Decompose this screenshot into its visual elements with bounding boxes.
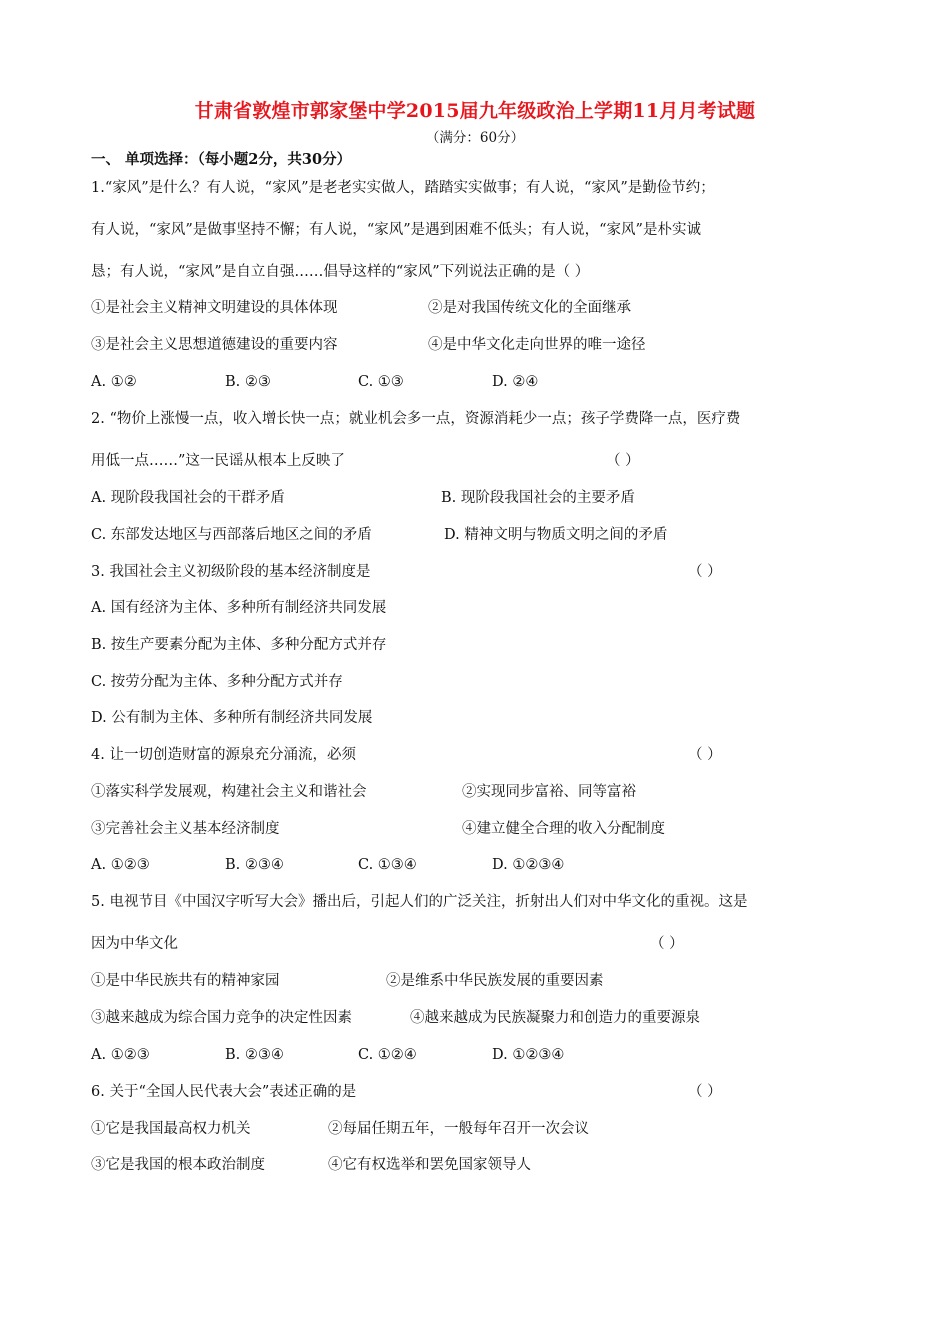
q6-option-4: ④它有权选举和罢免国家领导人 (328, 1157, 531, 1173)
q2-stem-line-1: 2. “物价上涨慢一点，收入增长快一点；就业机会多一点，资源消耗少一点；孩子学费降一点，医疗费 (91, 411, 741, 427)
q2-option-a: A. 现阶段我国社会的干群矛盾 (91, 490, 285, 506)
q5-choice-b: B. ②③④ (225, 1047, 284, 1063)
q4-option-1: ①落实科学发展观，构建社会主义和谐社会 (91, 784, 367, 800)
q5-choice-d: D. ①②③④ (492, 1047, 565, 1063)
q4-choice-b: B. ②③④ (225, 857, 284, 873)
section-heading: 一、 单项选择：（每小题2分，共30分） (91, 151, 352, 168)
q4-choice-a: A. ①②③ (91, 857, 150, 873)
q1-option-3: ③是社会主义思想道德建设的重要内容 (91, 337, 338, 353)
q1-choice-c: C. ①③ (358, 374, 404, 390)
q1-option-2: ②是对我国传统文化的全面继承 (428, 300, 631, 316)
q3-option-d: D. 公有制为主体、多种所有制经济共同发展 (91, 710, 373, 726)
q6-stem: 6. 关于“全国人民代表大会”表述正确的是 (91, 1084, 357, 1100)
q1-stem-line-1: 1.“家风”是什么？有人说，“家风”是老老实实做人，踏踏实实做事；有人说，“家风”是勤俭节约； (91, 180, 715, 196)
q1-stem-line-2: 有人说，“家风”是做事坚持不懈；有人说，“家风”是遇到困难不低头；有人说，“家风”是朴实诚 (91, 222, 701, 238)
q5-option-1: ①是中华民族共有的精神家园 (91, 973, 280, 989)
q2-stem-line-2: 用低一点……”这一民谣从根本上反映了 (91, 453, 345, 469)
q5-option-2: ②是维系中华民族发展的重要因素 (386, 973, 604, 989)
q4-choice-c: C. ①③④ (358, 857, 417, 873)
q2-option-b: B. 现阶段我国社会的主要矛盾 (441, 490, 635, 506)
q4-choice-d: D. ①②③④ (492, 857, 565, 873)
q5-stem-line-2: 因为中华文化 (91, 936, 178, 952)
q4-option-3: ③完善社会主义基本经济制度 (91, 821, 280, 837)
q2-option-c: C. 东部发达地区与西部落后地区之间的矛盾 (91, 527, 372, 543)
q4-option-4: ④建立健全合理的收入分配制度 (462, 821, 665, 837)
q4-answer-paren: （ ） (688, 747, 722, 763)
q6-answer-paren: （ ） (688, 1084, 722, 1100)
q5-option-3: ③越来越成为综合国力竞争的决定性因素 (91, 1010, 352, 1026)
q6-option-3: ③它是我国的根本政治制度 (91, 1157, 265, 1173)
q3-option-a: A. 国有经济为主体、多种所有制经济共同发展 (91, 600, 387, 616)
q2-option-d: D. 精神文明与物质文明之间的矛盾 (444, 527, 668, 543)
q3-answer-paren: （ ） (688, 564, 722, 580)
q1-option-4: ④是中华文化走向世界的唯一途径 (428, 337, 646, 353)
q4-stem: 4. 让一切创造财富的源泉充分涌流，必须 (91, 747, 356, 763)
q6-option-1: ①它是我国最高权力机关 (91, 1121, 251, 1137)
q5-choice-c: C. ①②④ (358, 1047, 417, 1063)
q5-answer-paren: （ ） (650, 936, 684, 952)
q5-choice-a: A. ①②③ (91, 1047, 150, 1063)
q6-option-2: ②每届任期五年，一般每年召开一次会议 (328, 1121, 589, 1137)
q4-option-2: ②实现同步富裕、同等富裕 (462, 784, 636, 800)
q1-stem-line-3: 恳；有人说，“家风”是自立自强……倡导这样的“家风”下列说法正确的是（ ） (91, 264, 590, 280)
q5-option-4: ④越来越成为民族凝聚力和创造力的重要源泉 (410, 1010, 700, 1026)
q1-option-1: ①是社会主义精神文明建设的具体体现 (91, 300, 338, 316)
q2-answer-paren: （ ） (606, 453, 640, 469)
exam-title: 甘肃省敦煌市郭家堡中学2015届九年级政治上学期11月月考试题 (194, 100, 756, 122)
exam-subtitle: （满分：60分） (425, 130, 525, 146)
q3-option-c: C. 按劳分配为主体、多种分配方式并存 (91, 674, 343, 690)
q1-choice-a: A. ①② (91, 374, 137, 390)
q1-choice-d: D. ②④ (492, 374, 539, 390)
q3-stem: 3. 我国社会主义初级阶段的基本经济制度是 (91, 564, 371, 580)
q3-option-b: B. 按生产要素分配为主体、多种分配方式并存 (91, 637, 387, 653)
q1-choice-b: B. ②③ (225, 374, 271, 390)
q5-stem-line-1: 5. 电视节目《中国汉字听写大会》播出后，引起人们的广泛关注，折射出人们对中华文化的重视。这是 (91, 894, 748, 910)
